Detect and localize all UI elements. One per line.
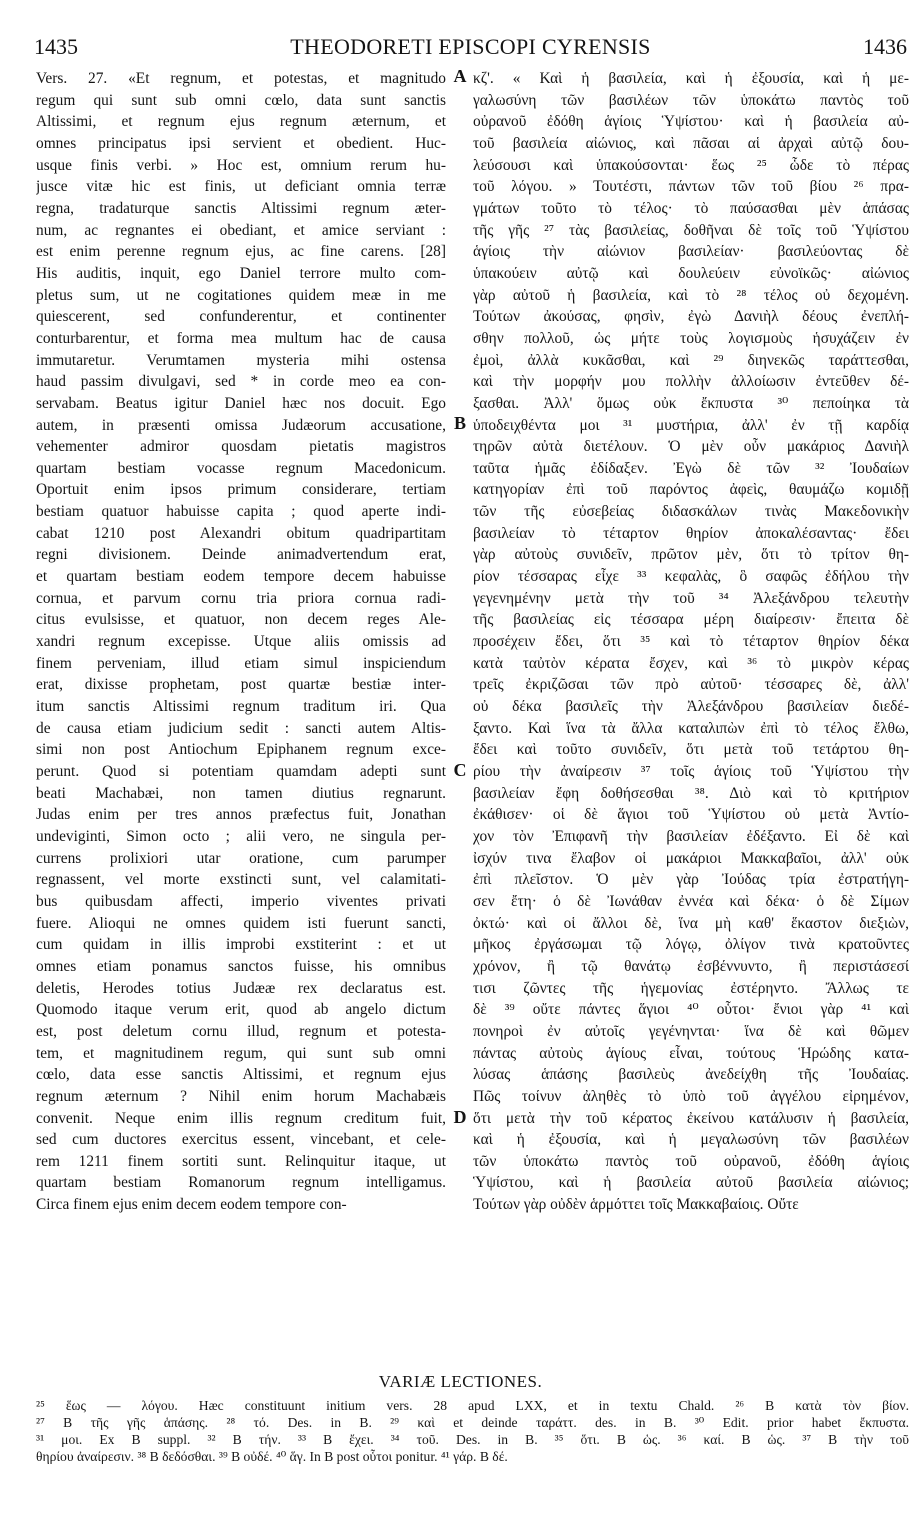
greek-text-line: τῶν ὑποκάτω παντὸς τοῦ οὐρανοῦ, ἐδόθη ἁγίοις xyxy=(473,1152,909,1170)
greek-text-line: ὑπακούειν αὐτῷ καὶ δουλεύειν εὐνοϊκῶς· αἰώνιος xyxy=(473,264,909,282)
latin-text-line: bus quibusdam affecti, imperio viventes privati xyxy=(36,892,446,910)
latin-text-line: conturbarentur, et forma mea multum hac de causa xyxy=(36,329,446,347)
greek-text-line: ταῦτα ἡμᾶς ἐδίδαξεν. Ἐγὼ δὲ τῶν ³² Ἰουδαίων xyxy=(473,459,909,477)
latin-text-line: Oportuit enim ipsos primum considerare, tertiam xyxy=(36,481,446,499)
greek-text-line: μῆκος ἐργάσωμαι τῷ λόγῳ, ὀλίγον τινὰ κρατοῦντες xyxy=(473,936,909,954)
latin-text-line: immutaretur. Verumtamen mysteria mihi ostensa xyxy=(36,351,446,369)
greek-text-line: ἁγίοις τὴν αἰώνιον βασιλείαν· βασιλεύοντας δὲ xyxy=(473,243,909,261)
latin-text-line: Circa finem ejus enim decem eodem tempore con- xyxy=(36,1196,347,1214)
greek-text-line: καὶ ἡ ἐξουσία, καὶ ἡ μεγαλωσύνη τῶν βασιλέων xyxy=(473,1131,909,1149)
latin-text-line: sed cum ductores exercitus essent, vincebant, et cele- xyxy=(36,1131,446,1149)
latin-text-line: bestiam quatuor habuisse capita ; quod aperte indi- xyxy=(36,503,446,521)
greek-text-line: γὰρ αὐτοῦ ἡ βασιλεία, καὶ τὸ ²⁸ τέλος οὐ δεχομένη. xyxy=(473,286,909,304)
greek-text-line: γαλωσύνη τῶν βασιλέων τῶν ὑποκάτω παντὸς τοῦ xyxy=(473,91,909,109)
greek-text-line: κζ'. « Καὶ ἡ βασιλεία, καὶ ἡ ἐξουσία, καὶ ἡ με- xyxy=(473,70,909,87)
variae-lectiones-title: VARIÆ LECTIONES. xyxy=(378,1372,543,1391)
page-number-left: 1435 xyxy=(34,34,78,59)
greek-text-line: ἐμοὶ, ἀλλὰ κυκᾶσθαι, καὶ ²⁹ διηνεκῶς ταράττεσθαι, xyxy=(473,351,909,369)
page-header xyxy=(34,34,907,64)
latin-text-line: convenit. Neque enim illis regnum creditum fuit, xyxy=(36,1109,446,1127)
greek-text-line: ὀκτώ· καὶ οἱ ἄλλοι δὲ, ἵνα μὴ καθ' ἕκαστον διεξιὼν, xyxy=(473,914,909,932)
greek-text-line: ἐκάθισεν· οἱ δὲ ἅγιοι τοῦ Ὑψίστου οὐ μετὰ Ἀντίο- xyxy=(473,806,909,824)
greek-text-line: γεγενημένην μετὰ τὴν τοῦ ³⁴ Ἀλεξάνδρου τελευτὴν xyxy=(473,589,909,607)
latin-text-line: vehementer admiror quosdam pietatis magistros xyxy=(36,438,446,456)
latin-text-line: regnassent, vel morte exstincti sunt, vel calamitati- xyxy=(36,871,446,889)
variant-note-line: ³¹ μοι. Ex B suppl. ³² B τήν. ³³ B ἔχει. ³⁴ τοῦ. Des. in B. ³⁵ ὅτι. B ὡς. ³⁶ καί. B ὡς. ³⁷ B τὴν τοῦ xyxy=(36,1432,909,1447)
greek-text-line: προσέχειν ἔδει, ὅτι ³⁵ καὶ τὸ τέταρτον θηρίον δέκα xyxy=(473,633,909,651)
latin-text-line: finem perveniam, illud etiam simul inspiciendum xyxy=(36,654,446,672)
latin-text-line: Judas enim per tres annos præfectus fuit, Jonathan xyxy=(36,806,446,824)
variant-note-line: θηρίου ἀναίρεσιν. ³⁸ B δεδόσθαι. ³⁹ B οὐδέ. ⁴⁰ ἅγ. In B post οὗτοι ponitur. ⁴¹ γάρ. B δέ. xyxy=(36,1449,508,1464)
greek-text-line: τρεῖς ἐκριζῶσαι τῶν πρὸ αὐτοῦ· τέσσαρες δὲ, ἀλλ' xyxy=(473,676,909,694)
latin-column xyxy=(36,68,446,1216)
latin-text-line: cum quidam in illis improbi exstiterint : et ut xyxy=(36,936,446,954)
latin-text-line: citus evulsisse, et quatuor, non decem reges Ale- xyxy=(36,611,446,629)
greek-text-line: καὶ τὴν μορφήν μου πολλὴν ἀλλοίωσιν ἐντεῦθεν δέ- xyxy=(473,373,909,391)
latin-text-line: usque finis verbi. » Hoc est, omnium rerum hu- xyxy=(36,156,446,174)
latin-text-line: regna, tradaturque sanctis Altissimi regnum æter- xyxy=(36,199,446,217)
greek-text-line: σθην πολλοῦ, ὡς μήτε τοὺς λογισμοὺς ἡσυχάζειν ἐν xyxy=(473,329,909,347)
latin-text-line: His auditis, inquit, ego Daniel terrore multo com- xyxy=(36,264,446,282)
latin-text-line: haud passim divulgavi, sed * in corde meo ea con- xyxy=(36,373,446,391)
greek-text-line: πάντας αὐτοὺς ἁγίους εἶναι, τούτους Ἡρώδης κατα- xyxy=(473,1044,909,1062)
greek-text-line: βασιλείαν τὸ τέταρτον θηρίον ἀποκαλέσαντας· ἔδει xyxy=(473,524,909,542)
greek-text-line: ἰσχύν τινα ἔλαβον οἱ μακάριοι Μακκαβαῖοι, ἀλλ' οὐκ xyxy=(473,849,909,867)
latin-text-line: regum qui sunt sub omni cœlo, data sunt sanctis xyxy=(36,91,446,109)
latin-text-line: currens prolixiori utar oratione, cum parumper xyxy=(36,849,446,867)
latin-text-line: beati Machabæi, non tamen diutius regnarunt. xyxy=(36,784,446,802)
greek-text-line: τισι ζῶντες τῆς ἡγεμονίας ἐστέρηντο. Ἄλλως τε xyxy=(473,979,909,997)
greek-text-line: τῶν τῆς εὐσεβείας διδασκάλων τινὰς Μακεδονικὴν xyxy=(473,503,909,521)
variae-lectiones-notes xyxy=(36,1397,909,1465)
greek-text-line: ἐπὶ πλεῖστον. Ὁ μὲν γὰρ Ἰούδας τρία ἐστρατήγη- xyxy=(473,871,909,889)
page-number-right: 1436 xyxy=(863,34,907,59)
latin-text-line: cœlo, data esse sanctis Altissimi, et regnum ejus xyxy=(36,1066,446,1084)
greek-text-line: τηρῶν αὐτὰ διετέλουν. Ὁ μὲν οὖν μακάριος Δανιὴλ xyxy=(473,438,909,456)
greek-text-line: ἔδει καὶ τοῦτο συνιδεῖν, ὅτι μετὰ τοῦ τετάρτου θη- xyxy=(473,741,909,759)
variant-note-line: ²⁵ ἕως — λόγου. Hæc constituunt initium vers. 28 apud LXX, et in textu Chald. ²⁶ B κατὰ τὸν βίον. xyxy=(36,1398,909,1413)
greek-text-line: κατηγορίαν ἐπὶ τοῦ παρόντος ἀφεὶς, θαυμάζω κομιδῇ xyxy=(473,481,909,499)
margin-letter-a: A xyxy=(453,66,467,86)
latin-text-line: regnum æternum ? Nihil enim horum Machabæis xyxy=(36,1087,446,1105)
running-title: THEODORETI EPISCOPI CYRENSIS xyxy=(290,34,651,59)
greek-text-line: χον τὸν Ἐπιφανῆ τὴν βασιλείαν ἐδέξαντο. Εἰ δὲ καὶ xyxy=(473,827,909,845)
latin-text-line: Vers. 27. «Et regnum, et potestas, et magnitudo xyxy=(36,70,446,87)
greek-text-line: Τούτων ἀκούσας, φησὶν, ἐγὼ Δανιὴλ δέους ἐνεπλή- xyxy=(473,308,909,326)
greek-text-line: λεύσουσι καὶ ὑπακούσονται· ἕως ²⁵ ὧδε τὸ πέρας xyxy=(473,156,909,174)
greek-text-line: Πῶς τοίνυν ἀληθὲς τὸ ὑπὸ τοῦ ἀγγέλου εἰρημένον, xyxy=(473,1087,909,1105)
latin-text-line: Quomodo itaque verum erit, quod ab angelo dictum xyxy=(36,1001,446,1019)
latin-text-line: undeviginti, Simon octo ; alii vero, ne singula per- xyxy=(36,827,446,845)
latin-text-line: pletus sum, ut ne cogitationes quidem meæ in me xyxy=(36,286,446,304)
greek-text-line: βασιλείαν ἔφη δοθήσεσθαι ³⁸. Διὸ καὶ τὸ κριτήριον xyxy=(473,784,909,802)
latin-text-line: xandri regnum excepisse. Utque aliis omissis ad xyxy=(36,633,446,651)
latin-text-line: quartam bestiam Romanorum regnum intelligamus. xyxy=(36,1174,446,1192)
greek-text-line: χρόνον, ἢ τῷ θανάτῳ ἐσβέννυντο, ἢ περιστάσεσί xyxy=(473,957,909,975)
greek-text-line: ὅτι μετὰ τὴν τοῦ κέρατος ἐκείνου κατάλυσιν ἡ βασιλεία, xyxy=(473,1109,909,1127)
latin-text-line: rem 1211 finem sortiti sunt. Relinquitur itaque, ut xyxy=(36,1152,446,1170)
latin-text-line: Altissimi, et regnum ejus regnum æternum, et xyxy=(36,113,446,131)
greek-text-line: κατὰ ταὐτὸν κέρατα ἔσχεν, καὶ ³⁶ τὸ μικρὸν κέρας xyxy=(473,654,909,672)
greek-text-line: δὲ ³⁹ οὔτε πάντες ἅγιοι ⁴⁰ οὗτοι· ἔνιοι γὰρ ⁴¹ καὶ xyxy=(473,1001,909,1019)
latin-text-line: est enim perenne regnum ejus, ac fine carens. [28] xyxy=(36,243,446,261)
greek-text-line: ξασθαι. Ἀλλ' ὅμως οὐκ ἔκπυστα ³⁰ πεποίηκα τὰ xyxy=(473,394,909,412)
greek-text-line: πονηροὶ ἐν αὐτοῖς γεγένηνται· ἵνα δὲ καὶ θῶμεν xyxy=(473,1022,909,1040)
latin-text-line: simi non post Antiochum Epiphanem regnum exce- xyxy=(36,741,446,759)
latin-text-line: servabam. Beatus igitur Daniel hæc nos docuit. Ego xyxy=(36,394,446,412)
greek-text-line: Ὑψίστου, καὶ ἡ βασιλεία αὐτοῦ βασιλεία αἰώνιος; xyxy=(473,1174,909,1192)
latin-text-line: autem, in præsenti omissa Judæorum accusatione, xyxy=(36,416,446,434)
greek-text-line: τῆς γῆς ²⁷ τὰς βασιλείας, δοθῆναι δὲ τοῖς τοῦ Ὑψίστου xyxy=(473,221,909,239)
latin-text-line: fuere. Alioqui ne omnes quidem isti fuerunt sancti, xyxy=(36,914,446,932)
latin-text-line: cornua, et parvum cornu tria priora cornua radi- xyxy=(36,589,446,607)
margin-letter-c: C xyxy=(453,760,467,780)
latin-text-line: quartam bestiam vocasse regnum Macedonicum. xyxy=(36,459,446,477)
greek-text-line: ξαντο. Καὶ ἵνα τὰ ἄλλα καταλιπὼν ἐπὶ τὸ τέλος ἔλθω, xyxy=(473,719,909,737)
latin-text-line: num, ac regnantes ei obediant, et amice serviant : xyxy=(36,221,446,239)
greek-text-line: λύσας ἁπάσης βασιλεὺς ἀνεδείχθη τῆς Ἰουδαίας. xyxy=(473,1066,909,1084)
greek-text-line: τοῦ βασιλεία αἰώνιος, καὶ πᾶσαι αἱ ἀρχαὶ αὐτῷ δου- xyxy=(473,134,909,152)
variant-note-line: ²⁷ B τῆς γῆς ἁπάσης. ²⁸ τό. Des. in B. ²⁹ καὶ et deinde ταράττ. des. in B. ³⁰ Edit. prior habet ἔκπυστα. xyxy=(36,1415,909,1430)
greek-text-line: ρίου τὴν ἀναίρεσιν ³⁷ τοῖς ἁγίοις τοῦ Ὑψίστου τὴν xyxy=(473,763,909,780)
latin-text-line: omnes principatus ipsi servient et obedient. Huc- xyxy=(36,134,446,152)
greek-text-line: γμάτων τοῦτο τὸ τέλος· τὸ παύσασθαι μὲν ἁπάσας xyxy=(473,199,909,217)
latin-text-line: cabat 1210 post Alexandri obitum quadripartitam xyxy=(36,524,446,542)
greek-text-line: οὐ δέκα βασιλεῖς τὴν Ἀλεξάνδρου βασιλείαν διεδέ- xyxy=(473,698,909,716)
latin-text-line: itum sanctis Altissimi regnum traditum iri. Qua xyxy=(36,698,446,716)
greek-text-line: οὐρανοῦ ἐδόθη ἁγίοις Ὑψίστου· καὶ ἡ βασιλεία αὐ- xyxy=(473,113,909,131)
latin-text-line: omnes etiam ponamus sanctos fuisse, his omnibus xyxy=(36,957,446,975)
greek-text-line: τῆς βασιλείας εἰς τέσσαρα μέρη διαίρεσιν· ἔπειτα δὲ xyxy=(473,611,909,629)
greek-text-line: γὰρ αὐτοὺς συνιδεῖν, πρῶτον μὲν, ὅτι τὸ τρίτον θη- xyxy=(473,546,909,564)
latin-text-line: de causa etiam judicium sedit : sancti autem Altis- xyxy=(36,719,446,737)
greek-text-line: ρίον τέσσαρας εἶχε ³³ κεφαλὰς, ὃ σαφῶς ἐδήλου τὴν xyxy=(473,568,909,586)
greek-text-line: ὑποδειχθέντα μοι ³¹ μυστήρια, ἀλλ' ἐν τῇ καρδίᾳ xyxy=(473,416,909,434)
latin-text-line: tem, et magnitudinem regum, qui sunt sub omni xyxy=(36,1044,446,1062)
greek-column xyxy=(473,68,909,1216)
latin-text-line: est, post deletum cornu illud, regnum et potesta- xyxy=(36,1022,446,1040)
latin-text-line: quiescerent, sed confunderentur, et continenter xyxy=(36,308,446,326)
margin-letter-d: D xyxy=(453,1107,467,1127)
latin-text-line: jusce vitæ hic est finis, ut deficiant omnia terræ xyxy=(36,178,446,196)
latin-text-line: deletis, Herodes totius Judææ rex declaratus est. xyxy=(36,979,446,997)
margin-letter-b: B xyxy=(453,413,466,433)
greek-text-line: σεν ἔτη· ὁ δὲ Ἰωνάθαν ἐννέα καὶ δέκα· ὁ δὲ Σίμων xyxy=(473,892,909,910)
greek-text-line: Τούτων γὰρ οὐδὲν ἁρμόττει τοῖς Μακκαβαίοις. Οὔτε xyxy=(473,1196,799,1214)
latin-text-line: regni divisionem. Deinde animadvertendum erat, xyxy=(36,546,446,564)
latin-text-line: erat, dixisse prophetam, post quartæ bestiæ inter- xyxy=(36,676,446,694)
latin-text-line: perunt. Quod si potentiam quamdam adepti sunt xyxy=(36,763,446,780)
latin-text-line: et quartam bestiam eodem tempore decem habuisse xyxy=(36,568,446,586)
greek-text-line: τοῦ λόγου. » Τουτέστι, πάντων τῶν τοῦ βίου ²⁶ πρα- xyxy=(473,178,909,196)
